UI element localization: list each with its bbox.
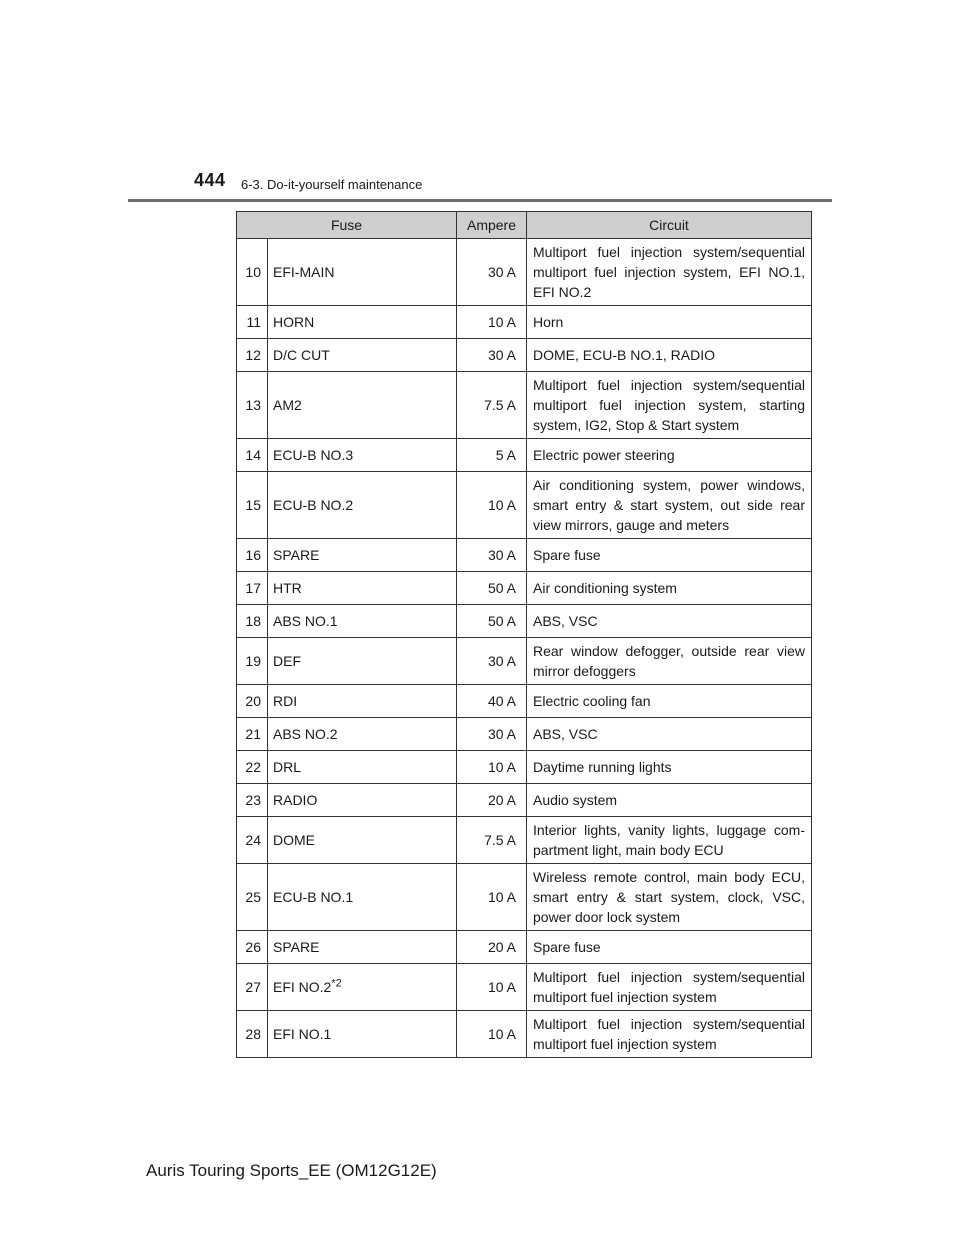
fuse-name: EFI NO.2 [273,979,332,995]
circuit-cell: Multiport fuel injection system/sequential multiport fuel injection system [527,1011,812,1058]
table-row [237,239,812,306]
fuse-column-header: Fuse [237,212,457,239]
fuse-name-cell [268,439,457,472]
fuse-name: ECU-B NO.2 [273,497,354,513]
fuse-number-cell: 14 [237,439,268,472]
fuse-number-cell: 18 [237,605,268,638]
fuse-name: EFI NO.1 [273,1026,332,1042]
fuse-name-cell [268,605,457,638]
table-row [237,605,812,638]
fuse-name: SPARE [273,547,320,563]
fuse-number-cell: 21 [237,718,268,751]
fuse-name-cell [268,572,457,605]
fuse-name: SPARE [273,939,320,955]
ampere-cell: 30 A [457,539,527,572]
ampere-cell: 40 A [457,685,527,718]
fuse-number-cell: 28 [237,1011,268,1058]
fuse-name: AM2 [273,397,302,413]
circuit-cell: ABS, VSC [527,718,812,751]
fuse-name-cell [268,638,457,685]
circuit-cell: Spare fuse [527,539,812,572]
fuse-name: RADIO [273,792,318,808]
fuse-name-cell [268,239,457,306]
table-row [237,638,812,685]
ampere-cell: 7.5 A [457,817,527,864]
table-row [237,472,812,539]
ampere-cell: 10 A [457,1011,527,1058]
fuse-name-cell [268,718,457,751]
table-row [237,372,812,439]
table-row [237,439,812,472]
fuse-name-cell [268,784,457,817]
circuit-cell: Spare fuse [527,931,812,964]
ampere-cell: 20 A [457,931,527,964]
circuit-cell: DOME, ECU-B NO.1, RADIO [527,339,812,372]
table-row [237,539,812,572]
fuse-name-cell [268,685,457,718]
fuse-name-cell [268,817,457,864]
fuse-number-cell: 27 [237,964,268,1011]
table-row [237,784,812,817]
circuit-cell: Wireless remote control, main body ECU, smart entry & start system, clock, VSC, power door lock system [527,864,812,931]
fuse-number-cell: 25 [237,864,268,931]
fuse-number-cell: 22 [237,751,268,784]
circuit-cell: Multiport fuel injection system/sequential multiport fuel injection system, EFI NO.1, EFI NO.2 [527,239,812,306]
ampere-cell: 30 A [457,638,527,685]
header-rule [128,199,832,202]
table-row [237,306,812,339]
fuse-table [236,211,812,1058]
fuse-name-cell [268,931,457,964]
ampere-cell: 30 A [457,718,527,751]
fuse-number-cell: 24 [237,817,268,864]
ampere-cell: 30 A [457,239,527,306]
table-row [237,685,812,718]
fuse-name: RDI [273,693,298,709]
fuse-name-cell [268,751,457,784]
fuse-name: DEF [273,653,301,669]
circuit-cell: Electric cooling fan [527,685,812,718]
table-header-row [237,212,812,239]
table-row [237,718,812,751]
ampere-cell: 7.5 A [457,372,527,439]
circuit-cell: Electric power steering [527,439,812,472]
fuse-name: ABS NO.1 [273,613,338,629]
fuse-number-cell: 19 [237,638,268,685]
fuse-name: EFI-MAIN [273,264,335,280]
fuse-number-cell: 16 [237,539,268,572]
fuse-number-cell: 12 [237,339,268,372]
table-row [237,964,812,1011]
footnote-mark: *2 [331,977,342,990]
ampere-cell: 20 A [457,784,527,817]
ampere-cell: 10 A [457,472,527,539]
fuse-name-cell [268,964,457,1011]
ampere-cell: 10 A [457,751,527,784]
fuse-number-cell: 17 [237,572,268,605]
fuse-name-cell [268,1011,457,1058]
circuit-cell: Air conditioning system, power windows, smart entry & start system, out side rear view mirrors, gauge and meters [527,472,812,539]
fuse-name: HTR [273,580,302,596]
fuse-name: ABS NO.2 [273,726,338,742]
fuse-name-cell [268,372,457,439]
fuse-name-cell [268,306,457,339]
fuse-name: D/C CUT [273,347,330,363]
circuit-cell: Air conditioning system [527,572,812,605]
fuse-name-cell [268,539,457,572]
page-number: 444 [194,170,226,190]
ampere-cell: 50 A [457,572,527,605]
ampere-cell: 50 A [457,605,527,638]
fuse-number-cell: 13 [237,372,268,439]
section-title: 6-3. Do-it-yourself maintenance [241,177,423,192]
fuse-name-cell [268,864,457,931]
circuit-cell: Rear window defogger, outside rear view mirror defoggers [527,638,812,685]
circuit-cell: Multiport fuel injection system/sequential multiport fuel injection system [527,964,812,1011]
fuse-name-cell [268,339,457,372]
circuit-cell: Interior lights, vanity lights, luggage com-partment light, main body ECU [527,817,812,864]
fuse-number-cell: 15 [237,472,268,539]
table-row [237,751,812,784]
fuse-name: HORN [273,314,315,330]
fuse-number-cell: 23 [237,784,268,817]
table-row [237,339,812,372]
fuse-number-cell: 11 [237,306,268,339]
circuit-cell: Horn [527,306,812,339]
fuse-name: ECU-B NO.1 [273,889,354,905]
fuse-table-body [237,239,812,1058]
ampere-column-header: Ampere [457,212,527,239]
table-row [237,817,812,864]
ampere-cell: 5 A [457,439,527,472]
ampere-cell: 10 A [457,306,527,339]
footer-text: Auris Touring Sports_EE (OM12G12E) [146,1161,437,1180]
circuit-cell: Daytime running lights [527,751,812,784]
fuse-number-cell: 26 [237,931,268,964]
table-row [237,864,812,931]
circuit-column-header: Circuit [527,212,812,239]
ampere-cell: 10 A [457,864,527,931]
table-row [237,572,812,605]
fuse-name: DOME [273,832,315,848]
fuse-name: DRL [273,759,302,775]
circuit-cell: Audio system [527,784,812,817]
ampere-cell: 30 A [457,339,527,372]
circuit-cell: ABS, VSC [527,605,812,638]
table-row [237,931,812,964]
ampere-cell: 10 A [457,964,527,1011]
fuse-name-cell [268,472,457,539]
fuse-number-cell: 20 [237,685,268,718]
table-row [237,1011,812,1058]
fuse-name: ECU-B NO.3 [273,447,354,463]
circuit-cell: Multiport fuel injection system/sequential multiport fuel injection system, starting system, IG2, Stop & Start system [527,372,812,439]
fuse-number-cell: 10 [237,239,268,306]
